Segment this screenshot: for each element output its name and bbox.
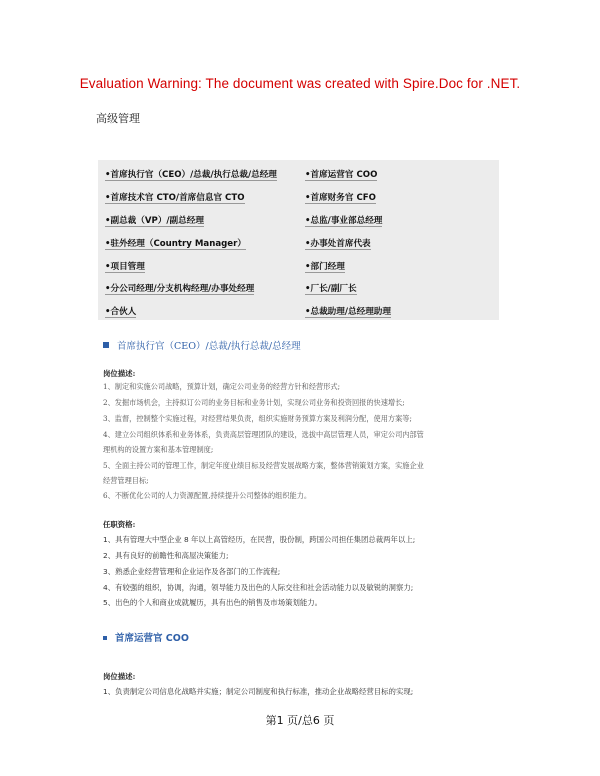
square-bullet-icon — [103, 636, 107, 640]
section-heading-coo: 首席运营官 COO — [103, 630, 189, 644]
position-item: •首席执行官（CEO）/总裁/执行总裁/总经理 — [105, 170, 277, 180]
duty-line: 经营管理目标; — [103, 476, 149, 485]
duty-line: 3、监督，控制整个实施过程，对经营结果负责，组织实施财务预算方案及利润分配，使用方案等; — [103, 414, 412, 423]
square-bullet-icon — [103, 342, 109, 348]
requirement-line: 2、具有良好的前瞻性和高屋决策能力; — [103, 551, 229, 560]
requirement-line: 4、有较强的组织，协调，沟通，领导能力及出色的人际交往和社会活动能力以及敏锐的洞察力; — [103, 583, 414, 592]
duty-line: 1、负责制定公司信息化战略并实施；制定公司制度和执行标准，推动企业战略经营目标的实现; — [103, 687, 414, 696]
position-item: •驻外经理（Country Manager） — [105, 239, 246, 249]
duty-line: 2、发掘市场机会，主持拟订公司的业务目标和业务计划，实现公司业务和投资回报的快速增长; — [103, 398, 405, 407]
duties-label: 岗位描述: — [103, 672, 136, 681]
duty-line: 4、建立公司组织体系和业务体系，负责高层管理团队的建设，选拔中高层管理人员，审定公司内部管 — [103, 430, 424, 439]
page-title: 高级管理 — [96, 112, 140, 125]
position-item: •首席技术官 CTO/首席信息官 CTO — [105, 193, 245, 203]
position-item: •项目管理 — [105, 262, 145, 272]
duty-line: 1、制定和实施公司战略，预算计划，确定公司业务的经营方针和经营形式; — [103, 382, 340, 391]
position-item: •首席财务官 CFO — [305, 193, 376, 203]
position-item: •合伙人 — [105, 307, 137, 317]
section-heading-ceo: 首席执行官（CEO）/总裁/执行总裁/总经理 — [103, 338, 301, 352]
position-item: •副总裁（VP）/副总经理 — [105, 216, 204, 226]
duty-line: 6、不断优化公司的人力资源配置,持续提升公司整体的组织能力。 — [103, 491, 312, 500]
position-item: •首席运营官 COO — [305, 170, 378, 180]
requirements-label: 任职资格: — [103, 520, 136, 529]
position-item: •分公司经理/分支机构经理/办事处经理 — [105, 284, 255, 294]
position-item: •办事处首席代表 — [305, 239, 371, 249]
position-item: •总监/事业部总经理 — [305, 216, 383, 226]
duty-line: 理机构的设置方案和基本管理制度; — [103, 445, 214, 454]
requirement-line: 5、出色的个人和商业成就履历，具有出色的销售及市场策划能力。 — [103, 598, 323, 607]
position-item: •厂长/副厂长 — [305, 284, 357, 294]
position-item: •部门经理 — [305, 262, 345, 272]
page-footer: 第1 页/总6 页 — [265, 714, 335, 727]
duty-line: 5、全面主持公司的管理工作，制定年度业绩目标及经营发展战略方案，整体营销策划方案，实施企业 — [103, 461, 424, 470]
duties-label: 岗位描述: — [103, 369, 136, 378]
evaluation-warning: Evaluation Warning: The document was created with Spire.Doc for .NET. — [79, 76, 521, 91]
requirement-line: 1、具有管理大中型企业 8 年以上高管经历，在民营，股份制，跨国公司担任集团总裁两年以上; — [103, 535, 416, 544]
requirement-line: 3、熟悉企业经营管理和企业运作及各部门的工作流程; — [103, 567, 281, 576]
position-item: •总裁助理/总经理助理 — [305, 307, 391, 317]
position-list-box — [98, 160, 499, 320]
